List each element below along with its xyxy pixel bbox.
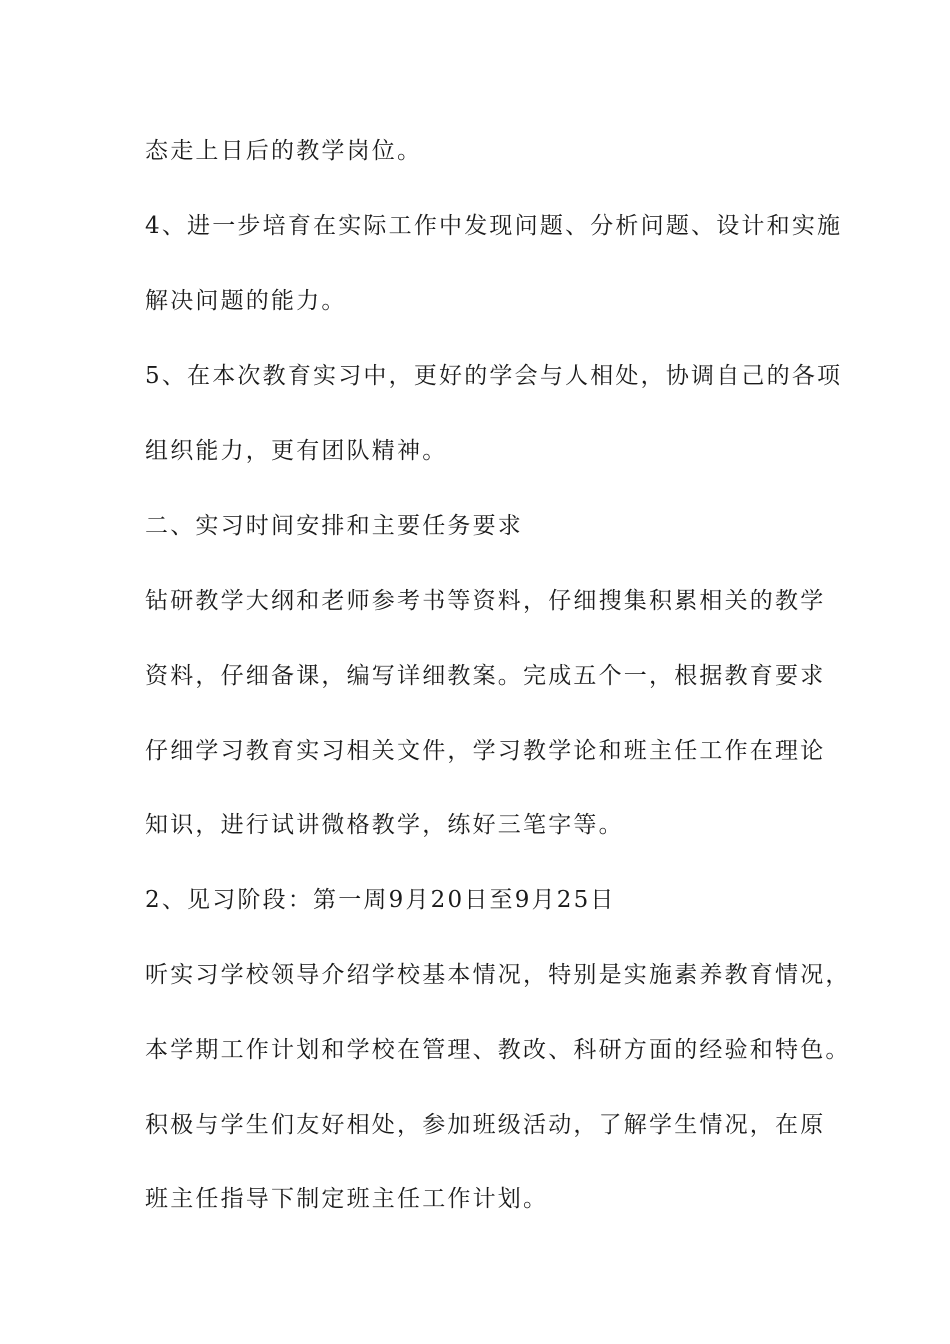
paragraph-line: 态走上日后的教学岗位。: [145, 138, 423, 164]
paragraph-line: 组织能力，更有团队精神。: [145, 438, 448, 464]
paragraph-line: 资料，仔细备课，编写详细教案。完成五个一，根据教育要求: [145, 663, 826, 689]
section-heading: 二、实习时间安排和主要任务要求: [145, 513, 523, 539]
paragraph-line: 班主任指导下制定班主任工作计划。: [145, 1186, 549, 1212]
subsection-heading: 2、见习阶段：第一周9月20日至9月25日: [145, 887, 616, 913]
paragraph-line: 5、在本次教育实习中，更好的学会与人相处，协调自己的各项: [145, 363, 843, 389]
paragraph-line: 4、进一步培育在实际工作中发现问题、分析问题、设计和实施: [145, 213, 843, 239]
paragraph-line: 听实习学校领导介绍学校基本情况，特别是实施素养教育情况，: [145, 962, 851, 988]
paragraph-line: 钻研教学大纲和老师参考书等资料，仔细搜集积累相关的教学: [145, 588, 826, 614]
paragraph-line: 解决问题的能力。: [145, 288, 347, 314]
paragraph-line: 仔细学习教育实习相关文件，学习教学论和班主任工作在理论: [145, 738, 826, 764]
paragraph-line: 知识，进行试讲微格教学，练好三笔字等。: [145, 812, 624, 838]
paragraph-line: 积极与学生们友好相处，参加班级活动，了解学生情况，在原: [145, 1112, 826, 1138]
paragraph-line: 本学期工作计划和学校在管理、教改、科研方面的经验和特色。: [145, 1037, 851, 1063]
